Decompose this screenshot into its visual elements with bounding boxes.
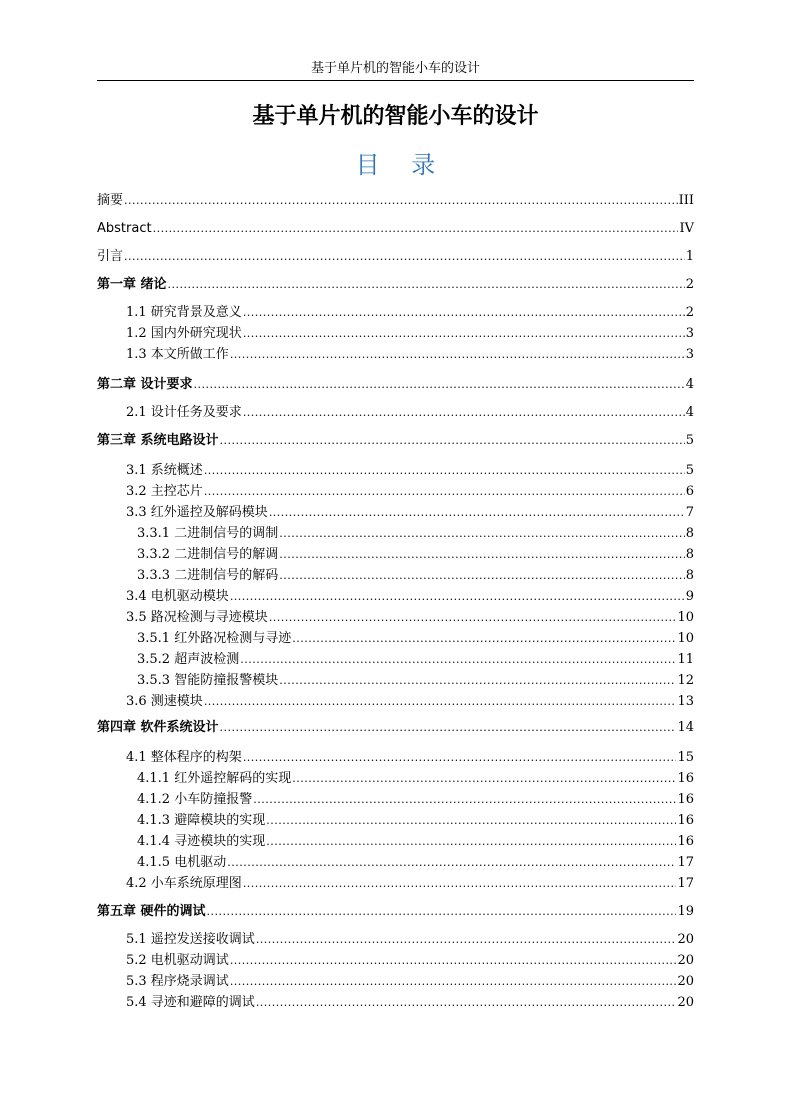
- toc-entry-page: 16: [677, 792, 694, 807]
- toc-heading: 目 录: [355, 151, 448, 179]
- toc-entry-label: 4.1.5 电机驱动: [137, 855, 227, 870]
- toc-entry-page: 5: [685, 463, 694, 478]
- toc-leader-dots: [220, 431, 685, 451]
- toc-entry[interactable]: [97, 431, 694, 451]
- toc-entry-label: 3.5.3 智能防撞报警模块: [137, 673, 279, 688]
- toc-entry[interactable]: [97, 718, 694, 738]
- toc-entry[interactable]: [97, 375, 694, 395]
- toc-leader-dots: [279, 566, 685, 586]
- toc-leader-dots: [230, 587, 685, 607]
- toc-leader-dots: [266, 811, 676, 831]
- toc-leader-dots: [243, 303, 685, 323]
- document-title: 基于单片机的智能小车的设计: [252, 104, 539, 129]
- running-header: 基于单片机的智能小车的设计: [310, 61, 480, 76]
- toc-entry-label: 4.1.3 避障模块的实现: [137, 813, 266, 828]
- toc-entry-label: 1.2 国内外研究现状: [126, 326, 242, 341]
- toc-entry[interactable]: [97, 191, 694, 211]
- toc-entry-page: 20: [677, 932, 694, 947]
- toc-entry-page: 15: [677, 750, 694, 765]
- toc-leader-dots: [230, 972, 677, 992]
- toc-leader-dots: [243, 748, 677, 768]
- toc-entry-label: 1.3 本文所做工作: [126, 347, 229, 362]
- toc-entry-page: IV: [679, 221, 694, 236]
- toc-leader-dots: [253, 790, 676, 810]
- toc-entry-label: 3.3 红外遥控及解码模块: [126, 505, 268, 520]
- toc-leader-dots: [243, 324, 685, 344]
- toc-entry[interactable]: [126, 930, 694, 950]
- toc-entry-page: 8: [685, 547, 694, 562]
- toc-entry[interactable]: [97, 219, 694, 239]
- toc-entry-page: 2: [685, 305, 694, 320]
- toc-entry-label: 2.1 设计任务及要求: [126, 405, 242, 420]
- toc-leader-dots: [256, 993, 677, 1013]
- toc-entry[interactable]: [126, 345, 694, 365]
- toc-entry-page: 4: [685, 405, 694, 420]
- toc-entry-page: 13: [677, 694, 694, 709]
- toc-entry-label: 3.3.2 二进制信号的解调: [137, 547, 279, 562]
- toc-leader-dots: [243, 403, 685, 423]
- toc-entry[interactable]: [126, 324, 694, 344]
- toc-entry[interactable]: [126, 482, 694, 502]
- toc-entry-page: 11: [677, 652, 694, 667]
- toc-entry-page: 14: [677, 720, 694, 735]
- toc-entry-label: 第一章 绪论: [97, 277, 167, 292]
- toc-leader-dots: [269, 503, 685, 523]
- toc-entry-label: 4.1.4 寻迹模块的实现: [137, 834, 266, 849]
- toc-entry-label: 4.1.2 小车防撞报警: [137, 792, 253, 807]
- toc-entry[interactable]: [126, 748, 694, 768]
- toc-entry[interactable]: [97, 247, 694, 267]
- toc-entry-label: 3.1 系统概述: [126, 463, 203, 478]
- toc-leader-dots: [204, 692, 677, 712]
- toc-entry[interactable]: [126, 503, 694, 523]
- toc-entry-page: 12: [677, 673, 694, 688]
- toc-entry-label: 4.1.1 红外遥控解码的实现: [137, 771, 292, 786]
- toc-entry[interactable]: [126, 972, 694, 992]
- toc-entry-page: 20: [677, 974, 694, 989]
- toc-entry[interactable]: [126, 993, 694, 1013]
- toc-leader-dots: [204, 461, 685, 481]
- toc-entry[interactable]: [137, 853, 694, 873]
- toc-leader-dots: [124, 247, 685, 267]
- toc-entry-label: 3.3.3 二进制信号的解码: [137, 568, 279, 583]
- toc-entry-label: 3.3.1 二进制信号的调制: [137, 526, 279, 541]
- toc-leader-dots: [243, 874, 677, 894]
- toc-entry[interactable]: [126, 403, 694, 423]
- toc-entry-page: 5: [685, 433, 694, 448]
- toc-entry-page: 20: [677, 995, 694, 1010]
- toc-entry[interactable]: [126, 461, 694, 481]
- toc-entry-page: 1: [685, 249, 694, 264]
- toc-entry-label: 4.2 小车系统原理图: [126, 876, 242, 891]
- toc-entry-page: 17: [677, 855, 694, 870]
- toc-entry-page: 8: [685, 568, 694, 583]
- toc-entry[interactable]: [126, 874, 694, 894]
- toc-entry[interactable]: [126, 608, 694, 628]
- toc-entry[interactable]: [137, 671, 694, 691]
- toc-leader-dots: [292, 769, 676, 789]
- toc-entry-label: 5.2 电机驱动调试: [126, 953, 229, 968]
- toc-entry-page: 16: [677, 813, 694, 828]
- toc-entry-label: 1.1 研究背景及意义: [126, 305, 242, 320]
- toc-entry[interactable]: [137, 832, 694, 852]
- toc-entry[interactable]: [137, 524, 694, 544]
- toc-entry-page: 10: [677, 631, 694, 646]
- toc-entry-label: 3.5.1 红外路况检测与寻迹: [137, 631, 292, 646]
- toc-leader-dots: [240, 650, 676, 670]
- toc-leader-dots: [168, 275, 685, 295]
- toc-entry-label: 4.1 整体程序的构架: [126, 750, 242, 765]
- toc-leader-dots: [194, 375, 685, 395]
- toc-leader-dots: [204, 482, 685, 502]
- toc-entry-label: 5.4 寻迹和避障的调试: [126, 995, 255, 1010]
- toc-entry-label: 3.4 电机驱动模块: [126, 589, 229, 604]
- toc-entry[interactable]: [137, 566, 694, 586]
- toc-entry-label: Abstract: [97, 221, 152, 236]
- toc-entry-label: 5.1 遥控发送接收调试: [126, 932, 255, 947]
- toc-entry-label: 3.2 主控芯片: [126, 484, 203, 499]
- toc-entry-page: 6: [685, 484, 694, 499]
- toc-leader-dots: [227, 853, 676, 873]
- toc-entry-label: 引言: [97, 249, 124, 264]
- toc-entry-page: 3: [685, 326, 694, 341]
- toc-entry[interactable]: [137, 769, 694, 789]
- toc-leader-dots: [279, 524, 685, 544]
- toc-leader-dots: [279, 545, 685, 565]
- toc-leader-dots: [230, 951, 677, 971]
- toc-entry-page: 2: [685, 277, 694, 292]
- toc-entry-label: 第三章 系统电路设计: [97, 433, 219, 448]
- toc-entry[interactable]: [126, 692, 694, 712]
- toc-entry-page: 17: [677, 876, 694, 891]
- toc-entry-page: 16: [677, 771, 694, 786]
- toc-entry[interactable]: [137, 545, 694, 565]
- toc-entry-label: 3.5 路况检测与寻迹模块: [126, 610, 268, 625]
- toc-entry-page: 9: [685, 589, 694, 604]
- toc-entry-page: 4: [685, 377, 694, 392]
- toc-leader-dots: [124, 191, 678, 211]
- toc-entry-page: 8: [685, 526, 694, 541]
- toc-entry[interactable]: [126, 951, 694, 971]
- toc-entry-label: 第五章 硬件的调试: [97, 904, 206, 919]
- toc-leader-dots: [230, 345, 685, 365]
- toc-entry[interactable]: [137, 811, 694, 831]
- toc-entry-label: 3.5.2 超声波检测: [137, 652, 240, 667]
- toc-leader-dots: [266, 832, 676, 852]
- toc-entry[interactable]: [97, 902, 694, 922]
- toc-entry-label: 摘要: [97, 193, 124, 208]
- toc-leader-dots: [279, 671, 676, 691]
- toc-entry-label: 5.3 程序烧录调试: [126, 974, 229, 989]
- toc-entry-page: 3: [685, 347, 694, 362]
- toc-leader-dots: [153, 219, 679, 239]
- toc-entry-page: 20: [677, 953, 694, 968]
- toc-entry-page: III: [678, 193, 694, 208]
- toc-entry[interactable]: [137, 629, 694, 649]
- toc-entry-page: 7: [685, 505, 694, 520]
- toc-entry-label: 第四章 软件系统设计: [97, 720, 219, 735]
- toc-entry-page: 19: [677, 904, 694, 919]
- toc-entry[interactable]: [97, 275, 694, 295]
- toc-leader-dots: [220, 718, 677, 738]
- toc-entry[interactable]: [137, 650, 694, 670]
- toc-entry-page: 10: [677, 610, 694, 625]
- toc-leader-dots: [269, 608, 677, 628]
- toc-entry-page: 16: [677, 834, 694, 849]
- toc-entry[interactable]: [126, 587, 694, 607]
- toc-entry[interactable]: [137, 790, 694, 810]
- toc-entry[interactable]: [126, 303, 694, 323]
- toc-entry-label: 第二章 设计要求: [97, 377, 193, 392]
- toc-leader-dots: [256, 930, 677, 950]
- toc-leader-dots: [207, 902, 677, 922]
- toc-entry-label: 3.6 测速模块: [126, 694, 203, 709]
- toc-leader-dots: [292, 629, 676, 649]
